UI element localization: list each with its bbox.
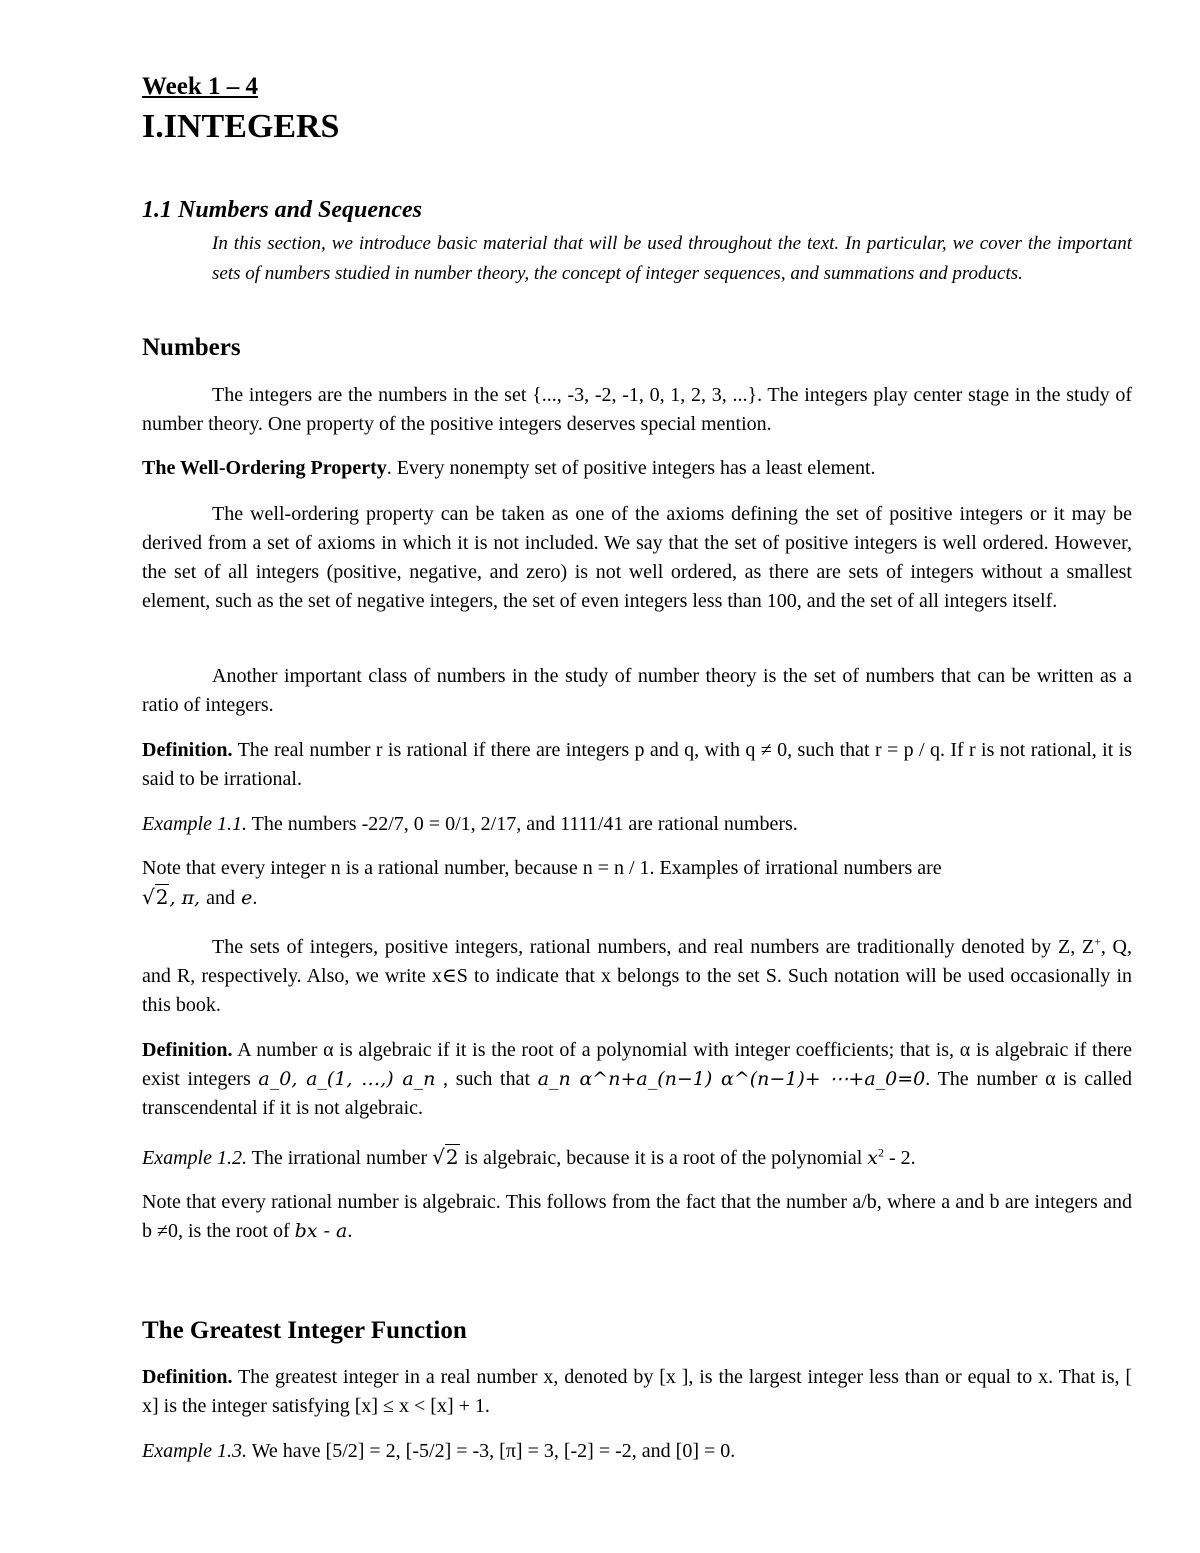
numbers-heading: Numbers: [142, 334, 241, 361]
e-symbol: e: [235, 887, 253, 909]
polynomial-equation: a_n α^n+a_(n−1) α^(n−1)+ ⋯+a_0=0: [537, 1068, 926, 1090]
well-ordering-discussion: The well-ordering property can be taken as one of the axioms defining the set of positive integers or it may be derived from a set of axioms in which it is not included. We say that the set of positive integers is well ordered. However, the set of all integers (positive, negative, and zero) is not well ordered, as there are sets of integers without a smallest element, such as the set of negative integers, the set of even integers less than 100, and the set of all integers itself.: [142, 503, 1132, 612]
plus-superscript: +: [1094, 934, 1101, 949]
section-intro: In this section, we introduce basic material that will be used throughout the text. In particular, we cover the important sets of numbers studied in number theory, the concept of integer sequences, and summations and products.: [212, 233, 1132, 284]
bx-minus-a: bx - a: [294, 1220, 348, 1242]
well-ordering-text: . Every nonempty set of positive integers has a least element.: [386, 457, 876, 479]
example-label: Example 1.3.: [142, 1440, 247, 1462]
example-1-1: [142, 810, 1132, 839]
well-ordering-paragraph: [142, 454, 1132, 483]
x-variable: x: [867, 1147, 878, 1169]
note-text: Note that every rational number is algebraic. This follows from the fact that the number a/b, where a and b are integers and b ≠0, is the root of: [142, 1191, 1132, 1242]
number-sets-text-a: The sets of integers, positive integers, rational numbers, and real numbers are traditionally denoted by Z, Z: [212, 936, 1095, 958]
algebraic-text-a: A number α is algebraic if it is the root of a polynomial with integer coefficients; that is, α is algebraic if there exist integers: [142, 1039, 1132, 1090]
well-ordering-label: The Well-Ordering Property: [142, 457, 387, 479]
sqrt-radicand: 2: [155, 885, 169, 909]
example-1-2-text-a: The irrational number: [246, 1147, 433, 1169]
example-1-2: [142, 1143, 1132, 1173]
sqrt2-symbol: [142, 884, 169, 909]
sqrt-sign: √: [142, 885, 155, 909]
rational-definition-text: The real number r is rational if there are integers p and q, with q ≠ 0, such that r = p / q. If r is not rational, it is said to be irrational.: [142, 739, 1132, 790]
example-label: Example 1.2.: [142, 1147, 247, 1169]
greatest-integer-heading: The Greatest Integer Function: [142, 1317, 467, 1344]
exponent: 2: [877, 1145, 884, 1160]
definition-label: Definition.: [142, 739, 233, 761]
week-label: Week 1 – 4: [142, 73, 258, 100]
period: .: [347, 1220, 353, 1242]
greatest-integer-text: The greatest integer in a real number x, denoted by [x ], is the largest integer less than or equal to x. That is, [ x] is the integer satisfying [x] ≤ x < [x] + 1.: [142, 1366, 1132, 1417]
rational-algebraic-note: [142, 1188, 1132, 1246]
period: .: [252, 887, 258, 909]
example-1-3-text: We have [5/2] = 2, [-5/2] = -3, [π] = 3, [-2] = -2, and [0] = 0.: [246, 1440, 736, 1462]
section-title: 1.1 Numbers and Sequences: [142, 197, 423, 223]
irrational-note: [142, 854, 1132, 913]
example-1-2-text-b: is algebraic, because it is a root of the polynomial: [459, 1147, 868, 1169]
and-word: and: [206, 887, 236, 909]
example-1-3: [142, 1437, 1132, 1466]
chapter-title: I.INTEGERS: [142, 108, 340, 145]
sqrt-radicand: 2: [445, 1145, 459, 1169]
irrational-note-text: Note that every integer n is a rational number, because n = n / 1. Examples of irrational numbers are: [142, 857, 942, 879]
rational-definition: [142, 736, 1132, 794]
sqrt-sign: √: [432, 1145, 445, 1169]
pi-symbol: , π,: [169, 887, 207, 909]
example-1-2-text-c: - 2.: [883, 1147, 916, 1169]
coefficients-math: a_0, a_(1, …,) a_n: [258, 1068, 436, 1090]
algebraic-text-b: , such that: [435, 1068, 538, 1090]
example-label: Example 1.1.: [142, 813, 247, 835]
example-1-1-text: The numbers -22/7, 0 = 0/1, 2/17, and 1111/41 are rational numbers.: [246, 813, 798, 835]
algebraic-definition: [142, 1036, 1132, 1123]
number-sets-text-b: , Q, and R, respectively. Also, we write x∈S to indicate that x belongs to the set S. Such notation will be used occasionally in this book.: [142, 936, 1132, 1016]
number-sets-paragraph: [142, 933, 1132, 1020]
ratio-paragraph: Another important class of numbers in the study of number theory is the set of numbers that can be written as a ratio of integers.: [142, 665, 1132, 716]
definition-label: Definition.: [142, 1039, 233, 1061]
sqrt2-symbol: [432, 1144, 459, 1169]
integers-paragraph: The integers are the numbers in the set {..., -3, -2, -1, 0, 1, 2, 3, ...}. The integers play center stage in the study of number theory. One property of the positive integers deserves special mention.: [142, 384, 1132, 435]
algebraic-text-c: . The number α is called transcendental if it is not algebraic.: [142, 1068, 1132, 1119]
greatest-integer-definition: [142, 1363, 1132, 1421]
definition-label: Definition.: [142, 1366, 233, 1388]
